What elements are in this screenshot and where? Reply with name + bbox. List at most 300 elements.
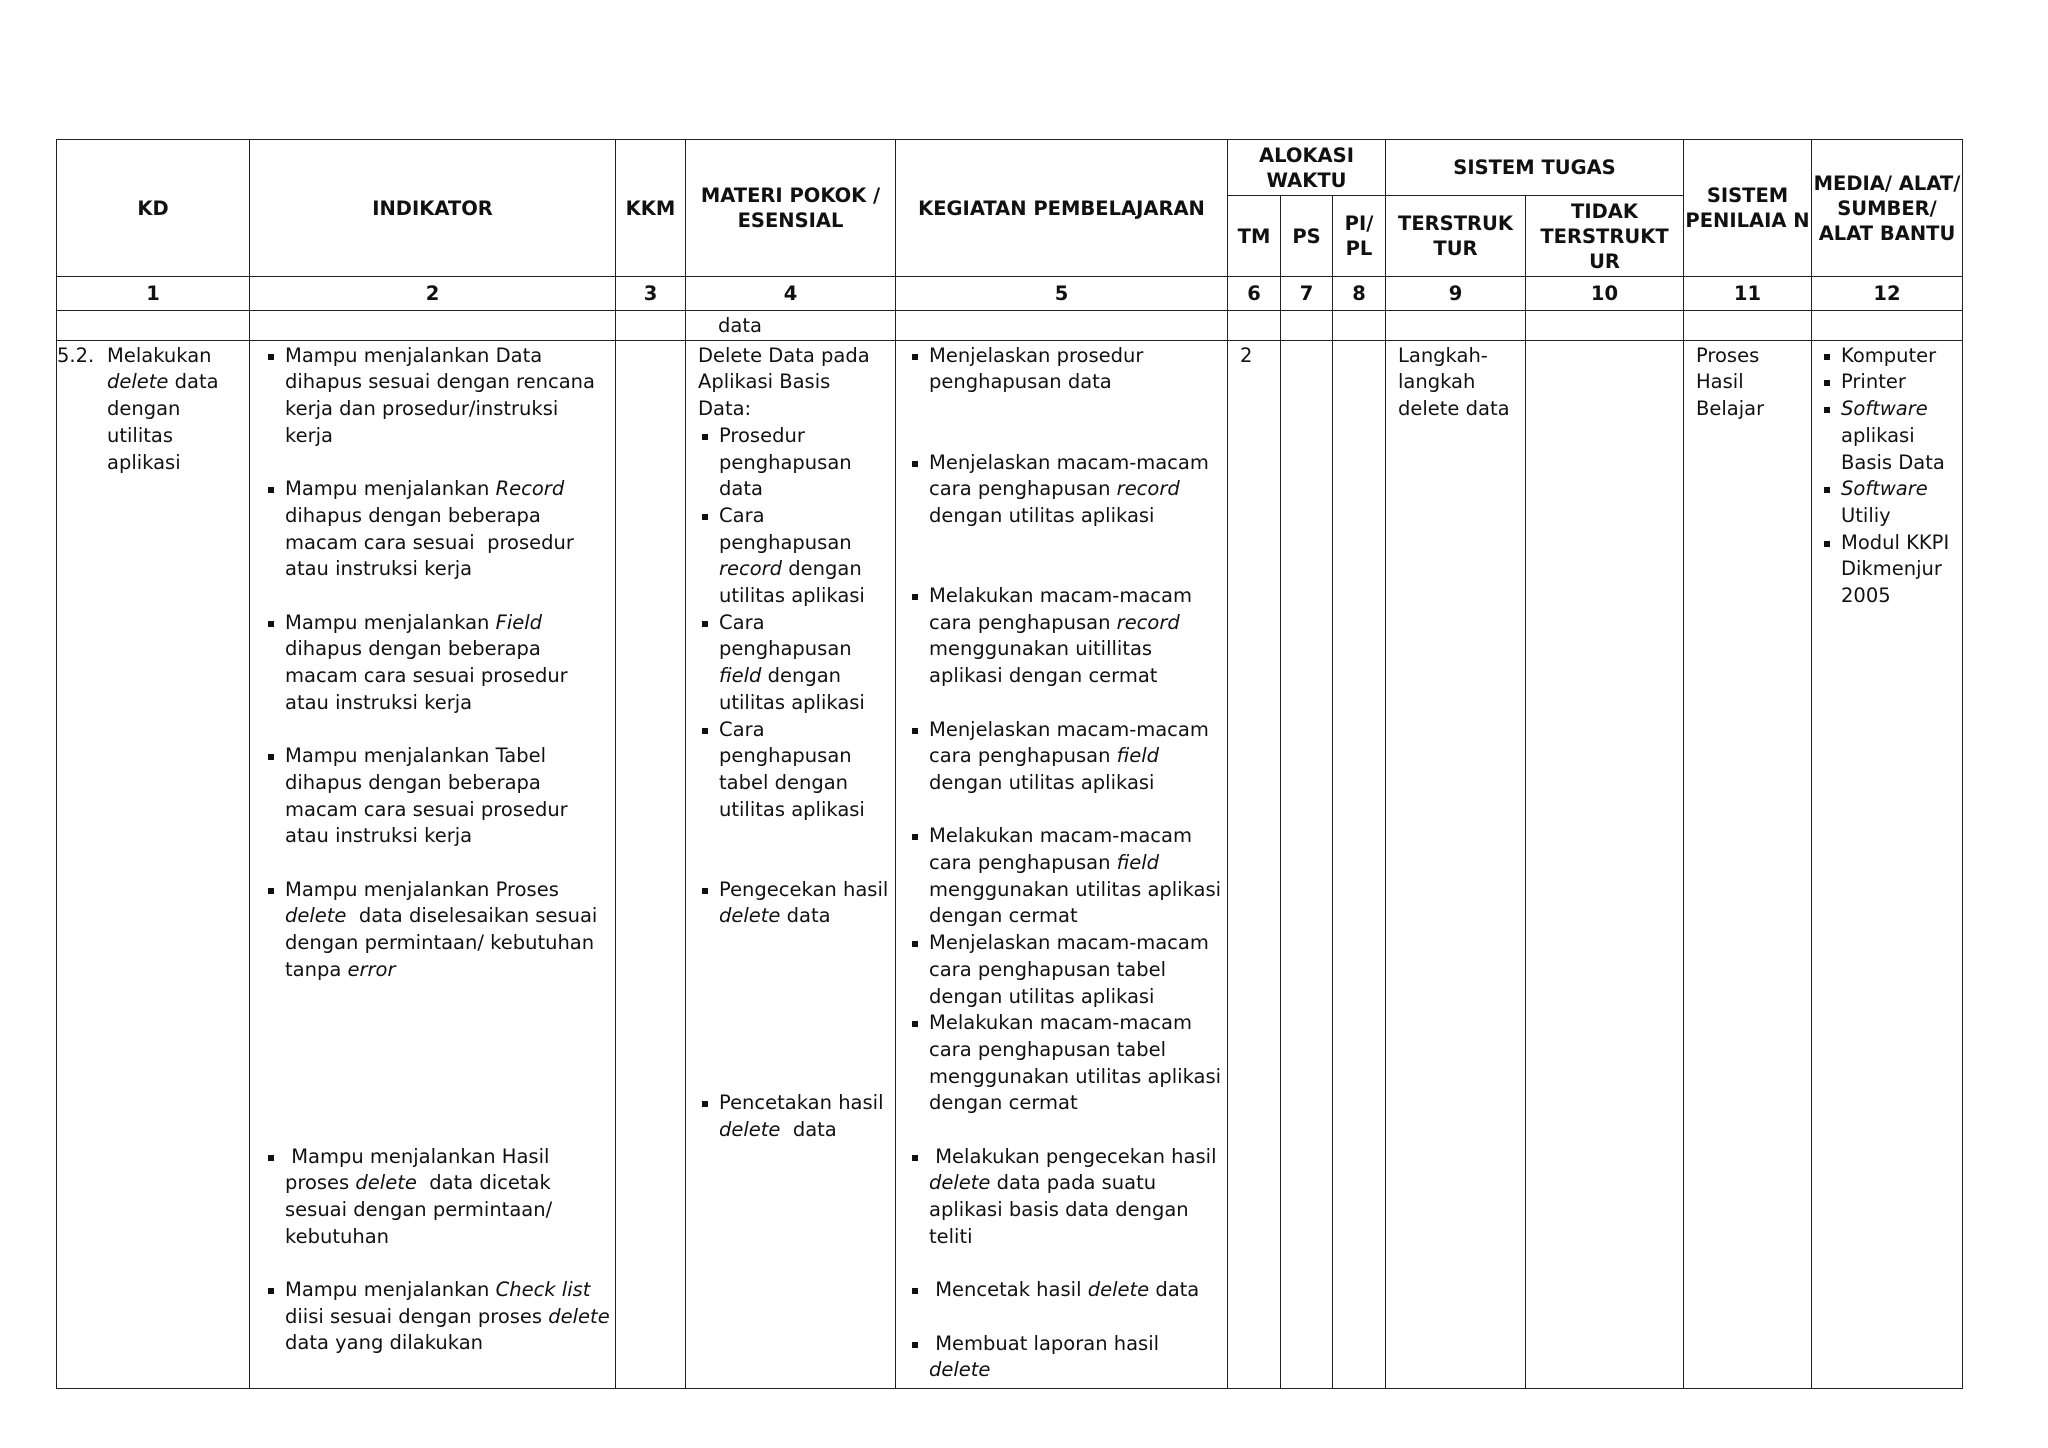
document-table — [56, 139, 1963, 1389]
tm-cell — [1228, 340, 1281, 1388]
italic-term: record — [1116, 477, 1180, 501]
text-segment: Mampu menjalankan Data — [285, 343, 543, 367]
text-line — [1841, 423, 1956, 450]
cont-cell — [57, 311, 250, 341]
text-segment: atau instruksi kerja — [285, 824, 473, 848]
text-line — [929, 369, 1221, 396]
italic-term: Software — [1841, 477, 1928, 501]
kd-cell — [57, 340, 250, 1388]
text-line — [929, 610, 1221, 637]
kkm-cell — [616, 340, 686, 1388]
header-alokasi-waktu: ALOKASI WAKTU — [1228, 140, 1386, 196]
italic-term: delete — [929, 1171, 991, 1195]
text-line — [285, 423, 609, 450]
text-line — [285, 369, 609, 396]
text-segment: proses — [285, 1171, 356, 1195]
kegiatan-list — [908, 343, 1221, 1384]
column-number: 8 — [1333, 277, 1386, 311]
text-line — [107, 396, 219, 423]
text-line — [929, 770, 1221, 797]
text-segment: cara penghapusan tabel — [929, 957, 1167, 981]
text-line — [285, 1224, 609, 1251]
text-segment: dengan — [107, 397, 181, 421]
italic-term: record — [719, 557, 783, 581]
text-segment: Prosedur — [719, 423, 805, 447]
header-sistem-tugas: SISTEM TUGAS — [1386, 140, 1684, 196]
text-segment: Dikmenjur — [1841, 557, 1942, 581]
text-line — [719, 770, 889, 797]
text-segment: Melakukan pengecekan hasil — [929, 1144, 1217, 1168]
text-segment: Mampu menjalankan — [285, 477, 496, 501]
kd-text — [107, 343, 219, 477]
text-segment: Melakukan macam-macam — [929, 584, 1192, 607]
text-segment: kerja — [285, 423, 333, 447]
header-pipl: PI/ PL — [1333, 196, 1386, 277]
text-segment: penghapusan — [719, 450, 852, 474]
text-line — [719, 717, 889, 744]
text-segment: Utiliy — [1841, 503, 1891, 527]
kegiatan-item — [908, 1277, 1221, 1304]
text-line — [285, 530, 609, 557]
text-segment: Menjelaskan macam-macam — [929, 717, 1209, 741]
italic-term: field — [1116, 744, 1160, 768]
text-line — [285, 636, 609, 663]
materi-list — [698, 423, 889, 1144]
italic-term: delete — [719, 1117, 781, 1141]
text-segment: utilitas aplikasi — [719, 584, 865, 608]
text-line — [719, 903, 889, 930]
header-tidak-terstruktur: TIDAK TERSTRUKT UR — [1526, 196, 1684, 277]
text-line — [719, 423, 889, 450]
text-line — [1841, 476, 1956, 503]
header-media: MEDIA/ ALAT/ SUMBER/ ALAT BANTU — [1812, 140, 1963, 277]
text-segment: dengan utilitas aplikasi — [929, 503, 1155, 527]
text-segment: teliti — [929, 1224, 973, 1248]
text-segment: dengan cermat — [929, 904, 1078, 928]
text-line — [285, 957, 609, 984]
kegiatan-item — [908, 450, 1221, 530]
materi-item — [698, 877, 889, 930]
tm-value: 2 — [1240, 343, 1253, 367]
text-line — [929, 1277, 1221, 1304]
text-segment: Mampu menjalankan Proses — [285, 877, 559, 901]
text-segment: Basis Data — [1841, 450, 1945, 474]
text-line — [719, 1117, 889, 1144]
text-line — [285, 396, 609, 423]
text-segment: Komputer — [1841, 343, 1937, 367]
text-segment: data — [780, 1117, 837, 1141]
text-line — [719, 797, 889, 824]
text-line — [285, 503, 609, 530]
text-segment: macam cara sesuai prosedur — [285, 797, 568, 821]
kegiatan-item — [908, 930, 1221, 1010]
text-segment: Mampu menjalankan Tabel — [285, 744, 547, 768]
italic-term: Check list — [495, 1278, 591, 1302]
text-line — [929, 450, 1221, 477]
text-segment: Cara — [719, 503, 765, 527]
text-line — [929, 476, 1221, 503]
text-segment: Cara — [719, 610, 765, 634]
text-segment: aplikasi — [107, 450, 181, 474]
italic-term: error — [347, 957, 396, 981]
text-line: Delete Data pada — [698, 343, 870, 367]
header-ps: PS — [1281, 196, 1333, 277]
text-line — [929, 503, 1221, 530]
text-line — [1841, 369, 1956, 396]
italic-term: delete — [285, 904, 347, 928]
materi-item — [698, 503, 889, 610]
indikator-item — [264, 1277, 609, 1357]
column-number: 6 — [1228, 277, 1281, 311]
italic-term: Software — [1841, 397, 1928, 421]
text-line — [719, 476, 889, 503]
text-line — [929, 1090, 1221, 1117]
media-item — [1820, 530, 1956, 610]
cont-cell — [250, 311, 616, 341]
text-line — [929, 903, 1221, 930]
text-segment: penghapusan data — [929, 370, 1112, 394]
text-segment: utilitas — [107, 423, 174, 447]
italic-term: delete — [1087, 1278, 1150, 1302]
text-segment: dihapus dengan beberapa — [285, 503, 541, 527]
materi-continuation: data — [718, 314, 762, 337]
text-line — [929, 1170, 1221, 1197]
text-line: Belajar — [1696, 397, 1765, 421]
text-segment: Melakukan — [107, 343, 212, 367]
text-segment: cara penghapusan — [929, 477, 1117, 501]
kegiatan-item — [908, 1331, 1221, 1384]
text-segment: cara penghapusan — [929, 851, 1117, 874]
text-line — [929, 717, 1221, 744]
text-line — [929, 957, 1221, 984]
text-line — [285, 343, 609, 370]
indikator-item — [264, 877, 609, 984]
text-line — [719, 663, 889, 690]
text-segment: utilitas aplikasi — [719, 797, 865, 821]
text-segment: dengan — [782, 557, 862, 581]
text-segment: penghapusan — [719, 530, 852, 554]
italic-term: field — [719, 664, 762, 688]
materi-item — [698, 1090, 889, 1143]
italic-term: delete — [355, 1171, 417, 1195]
materi-item — [698, 717, 889, 824]
header-kegiatan: KEGIATAN PEMBELAJARAN — [896, 140, 1228, 277]
text-line — [107, 343, 219, 370]
column-number: 12 — [1812, 277, 1963, 311]
text-segment: atau instruksi kerja — [285, 557, 473, 581]
text-line — [285, 823, 609, 850]
text-line — [929, 1010, 1221, 1037]
column-number: 10 — [1526, 277, 1684, 311]
text-line — [719, 450, 889, 477]
text-line — [929, 850, 1221, 877]
cont-cell-materi — [686, 311, 896, 341]
media-cell — [1812, 340, 1963, 1388]
cont-cell — [1812, 311, 1963, 341]
text-segment: dihapus sesuai dengan rencana — [285, 370, 595, 394]
text-segment: Mencetak hasil — [929, 1278, 1088, 1302]
text-line — [107, 369, 219, 396]
text-segment: Pencetakan hasil — [719, 1091, 884, 1115]
cont-cell — [616, 311, 686, 341]
text-line — [1841, 583, 1956, 610]
text-line — [929, 1197, 1221, 1224]
kegiatan-item — [908, 717, 1221, 797]
ps-value — [1281, 341, 1332, 343]
text-segment: Menjelaskan macam-macam — [929, 450, 1209, 474]
kd-number: 5.2. — [57, 343, 95, 367]
text-segment: tabel dengan — [719, 770, 849, 794]
text-line — [929, 663, 1221, 690]
text-segment: kerja dan prosedur/instruksi — [285, 397, 559, 421]
text-line — [285, 770, 609, 797]
italic-term: record — [1116, 610, 1180, 634]
media-item — [1820, 369, 1956, 396]
text-segment: aplikasi dengan cermat — [929, 664, 1158, 688]
text-line — [107, 423, 219, 450]
text-segment: cara penghapusan — [929, 610, 1117, 634]
italic-term: delete — [719, 904, 781, 928]
column-number: 2 — [250, 277, 616, 311]
text-line — [719, 530, 889, 557]
text-segment: data yang dilakukan — [285, 1331, 484, 1355]
text-segment: macam cara sesuai prosedur — [285, 530, 574, 554]
text-line: Hasil — [1696, 370, 1744, 394]
materi-item — [698, 610, 889, 717]
text-segment: Modul KKPI — [1841, 530, 1950, 554]
text-line — [719, 556, 889, 583]
text-line — [929, 1357, 1221, 1384]
text-segment: Mampu menjalankan — [285, 1278, 496, 1302]
italic-term: delete — [548, 1304, 610, 1328]
text-line — [929, 877, 1221, 904]
text-segment: penghapusan — [719, 744, 852, 768]
media-item — [1820, 396, 1956, 476]
header-sistem-penilaian: SISTEM PENILAIA N — [1684, 140, 1812, 277]
text-segment: macam cara sesuai prosedur — [285, 664, 568, 688]
text-line — [285, 663, 609, 690]
text-line: delete data — [1398, 397, 1510, 421]
text-line — [107, 450, 219, 477]
terstruktur-text — [1386, 341, 1525, 423]
kegiatan-item — [908, 1010, 1221, 1117]
text-segment: sesuai dengan permintaan/ — [285, 1197, 553, 1221]
text-line — [929, 1224, 1221, 1251]
text-segment: Menjelaskan prosedur — [929, 343, 1144, 367]
cont-cell — [1333, 311, 1386, 341]
media-item — [1820, 476, 1956, 529]
header-materi: MATERI POKOK / ESENSIAL — [686, 140, 896, 277]
text-line — [285, 930, 609, 957]
indikator-item — [264, 610, 609, 717]
text-segment: data — [719, 477, 763, 501]
italic-term: Field — [495, 610, 543, 634]
text-line — [285, 1197, 609, 1224]
text-segment: utilitas aplikasi — [719, 690, 865, 714]
text-line — [929, 743, 1221, 770]
text-line — [719, 690, 889, 717]
border-gap — [1963, 600, 1965, 642]
column-number: 7 — [1281, 277, 1333, 311]
cont-cell — [896, 311, 1228, 341]
header-kkm: KKM — [616, 140, 686, 277]
column-number: 9 — [1386, 277, 1526, 311]
terstruktur-cell — [1386, 340, 1526, 1388]
text-line — [1841, 503, 1956, 530]
text-segment: aplikasi basis data dengan — [929, 1198, 1189, 1222]
text-line: Data: — [698, 397, 752, 421]
text-line: Proses — [1696, 343, 1760, 367]
indikator-list — [264, 343, 609, 1357]
indikator-item — [264, 476, 609, 583]
indikator-item — [264, 343, 609, 450]
media-item — [1820, 343, 1956, 370]
text-segment: Membuat laporan hasil — [929, 1331, 1160, 1355]
text-segment: Cara — [719, 717, 765, 741]
indikator-item — [264, 743, 609, 850]
text-line — [285, 476, 609, 503]
penilaian-text — [1684, 341, 1811, 423]
column-number: 1 — [57, 277, 250, 311]
text-line — [285, 1170, 609, 1197]
cont-cell — [1684, 311, 1812, 341]
penilaian-cell — [1684, 340, 1812, 1388]
text-segment: Mampu menjalankan Hasil — [285, 1144, 550, 1168]
text-line — [285, 877, 609, 904]
text-segment: dengan cermat — [929, 1091, 1078, 1115]
materi-item — [698, 423, 889, 503]
text-line — [719, 636, 889, 663]
ps-cell — [1281, 340, 1333, 1388]
cont-cell — [1228, 311, 1281, 341]
text-segment: menggunakan utilitas aplikasi — [929, 1064, 1222, 1088]
text-line — [929, 1064, 1221, 1091]
text-line — [1841, 530, 1956, 557]
text-line — [719, 743, 889, 770]
text-segment: data dicetak — [416, 1171, 551, 1195]
text-line — [1841, 556, 1956, 583]
text-segment: dengan utilitas aplikasi — [929, 984, 1155, 1008]
text-line — [285, 1277, 609, 1304]
tidak-terstruktur-cell — [1526, 340, 1684, 1388]
text-segment: data pada suatu — [990, 1171, 1157, 1195]
kegiatan-item — [908, 343, 1221, 396]
column-number: 4 — [686, 277, 896, 311]
text-segment: dengan permintaan/ kebutuhan — [285, 931, 595, 955]
text-segment: data diselesaikan sesuai — [346, 904, 598, 928]
text-line — [929, 984, 1221, 1011]
italic-term: delete — [107, 370, 169, 394]
pipl-cell — [1333, 340, 1386, 1388]
column-number: 11 — [1684, 277, 1812, 311]
column-number: 3 — [616, 277, 686, 311]
text-line — [285, 556, 609, 583]
header-indikator: INDIKATOR — [250, 140, 616, 277]
text-line — [929, 1144, 1221, 1171]
text-line: Aplikasi Basis — [698, 370, 831, 394]
text-segment: diisi sesuai dengan proses — [285, 1304, 549, 1328]
cont-cell — [1281, 311, 1333, 341]
text-line — [929, 1037, 1221, 1064]
materi-intro — [698, 343, 889, 423]
text-line: langkah — [1398, 370, 1476, 394]
cont-cell — [1526, 311, 1684, 341]
kegiatan-item — [908, 823, 1221, 930]
materi-cell — [686, 340, 896, 1388]
text-segment: cara penghapusan — [929, 744, 1117, 768]
text-segment: data — [780, 904, 831, 928]
text-segment: Menjelaskan macam-macam — [929, 931, 1209, 955]
italic-term: field — [1116, 851, 1160, 874]
text-line — [929, 583, 1221, 610]
text-segment: kebutuhan — [285, 1224, 390, 1248]
text-line — [1841, 396, 1956, 423]
text-line — [285, 743, 609, 770]
text-line — [929, 1331, 1221, 1358]
text-segment: menggunakan utilitas aplikasi — [929, 877, 1222, 901]
text-segment: Melakukan macam-macam — [929, 1011, 1192, 1035]
media-list — [1820, 343, 1956, 610]
indikator-cell — [250, 340, 616, 1388]
text-segment: Melakukan macam-macam — [929, 824, 1192, 848]
text-line — [1841, 343, 1956, 370]
header-tm: TM — [1228, 196, 1281, 277]
text-segment: data — [1149, 1278, 1200, 1302]
text-segment: dihapus dengan beberapa — [285, 637, 541, 661]
text-segment: Printer — [1841, 370, 1906, 394]
text-segment: aplikasi — [1841, 423, 1915, 447]
text-segment: Mampu menjalankan — [285, 610, 496, 634]
kegiatan-item — [908, 1144, 1221, 1251]
text-segment: dihapus dengan beberapa — [285, 770, 541, 794]
text-line — [929, 636, 1221, 663]
text-segment: tanpa — [285, 957, 348, 981]
indikator-item — [264, 1144, 609, 1251]
kegiatan-item — [908, 583, 1221, 690]
text-segment: 2005 — [1841, 584, 1891, 608]
text-segment: penghapusan — [719, 637, 852, 661]
text-line — [929, 930, 1221, 957]
text-line — [719, 877, 889, 904]
text-segment: dengan utilitas aplikasi — [929, 770, 1155, 794]
text-line — [1841, 450, 1956, 477]
text-line — [285, 690, 609, 717]
text-segment: dengan — [761, 664, 842, 688]
text-line — [285, 610, 609, 637]
text-line — [285, 1304, 609, 1331]
text-segment: Pengecekan hasil — [719, 877, 889, 901]
text-line — [719, 503, 889, 530]
pipl-value — [1333, 341, 1385, 343]
text-line: Langkah- — [1398, 343, 1488, 367]
text-segment: data — [168, 370, 219, 394]
tidak-terstruktur-value — [1526, 341, 1683, 343]
text-line — [719, 583, 889, 610]
text-segment: atau instruksi kerja — [285, 690, 473, 714]
text-line — [285, 903, 609, 930]
text-segment: cara penghapusan tabel — [929, 1037, 1167, 1061]
text-line — [285, 1144, 609, 1171]
text-line — [719, 1090, 889, 1117]
italic-term: delete — [929, 1358, 991, 1382]
cont-cell — [1386, 311, 1526, 341]
kegiatan-cell — [896, 340, 1228, 1388]
text-line — [285, 1330, 609, 1357]
column-number: 5 — [896, 277, 1228, 311]
text-line — [929, 823, 1221, 850]
text-segment: menggunakan uitillitas — [929, 637, 1153, 661]
text-line — [285, 797, 609, 824]
